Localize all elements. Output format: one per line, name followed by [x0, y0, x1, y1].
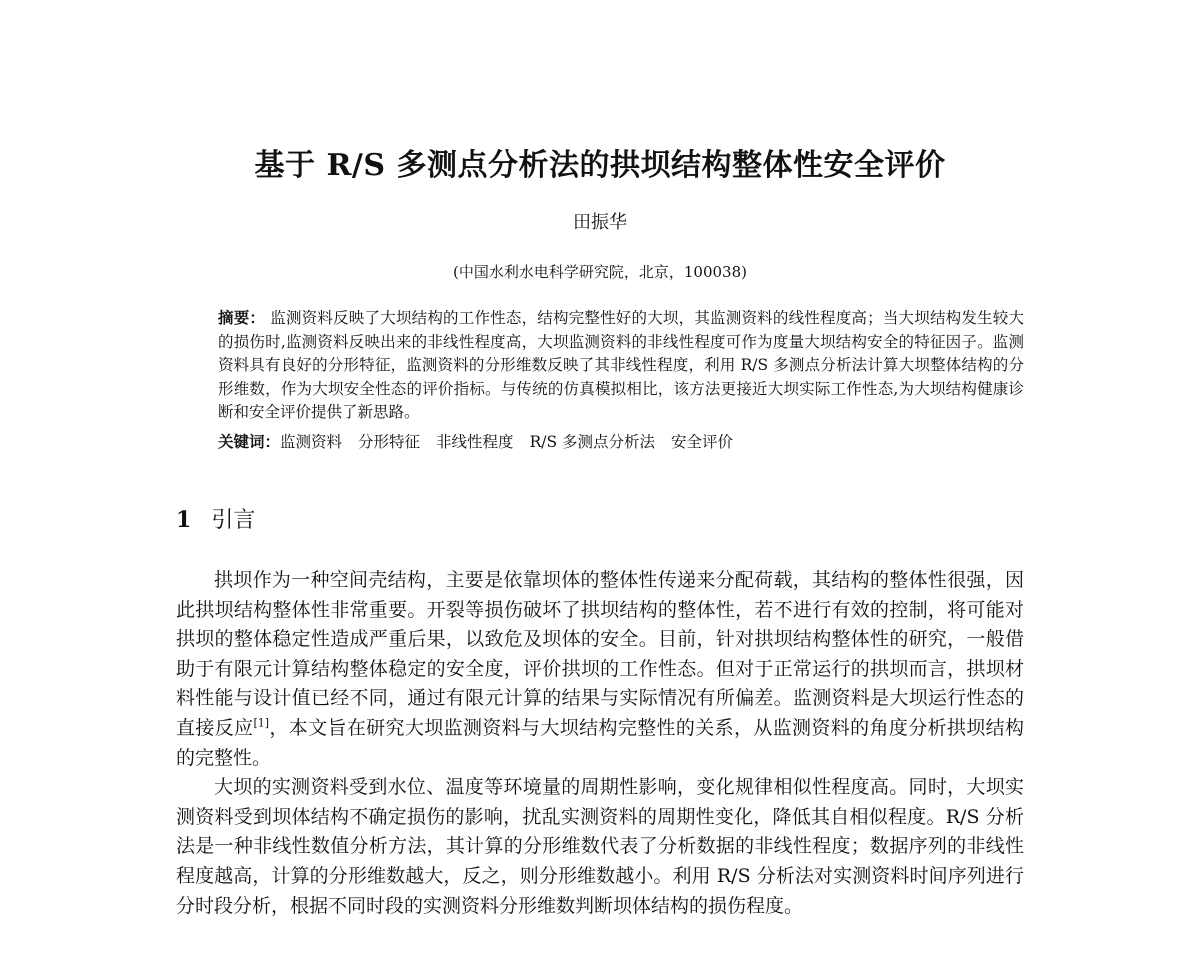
keywords-label: 关键词：	[218, 432, 281, 451]
keywords	[218, 430, 1024, 454]
author-name: 田振华	[573, 212, 627, 233]
section-number: 1	[176, 507, 192, 533]
section-heading	[176, 504, 255, 537]
paragraph-text: ，本文旨在研究大坝监测资料与大坝结构完整性的关系，从监测资料的角度分析拱坝结构的完整性。	[176, 716, 1024, 769]
paragraph: 大坝的实测资料受到水位、温度等环境量的周期性影响，变化规律相似性程度高。同时，大坝实测资料受到坝体结构不确定损伤的影响，扰乱实测资料的周期性变化，降低其自相似程度。R/S 分析法是一种非线性数值分析方法，其计算的分形维数代表了分析数据的非线性程度；数据序列的非线性程度越高，计算的分形维数越大，反之，则分形维数越小。利用 R/S 分析法对实测资料时间序列进行分时段分析，根据不同时段的实测资料分形维数判断坝体结构的损伤程度。	[176, 776, 1024, 917]
paper-title: 基于 R/S 多测点分析法的拱坝结构整体性安全评价	[254, 148, 946, 183]
keyword: 分形特征	[358, 433, 421, 451]
citation-ref[interactable]: [1]	[253, 716, 270, 730]
keyword: 非线性程度	[436, 433, 514, 451]
paragraph-text: 拱坝作为一种空间壳结构，主要是依靠坝体的整体性传递来分配荷载，其结构的整体性很强，因此拱坝结构整体性非常重要。开裂等损伤破坏了拱坝结构的整体性，若不进行有效的控制，将可能对拱坝的整体稳定性造成严重后果，以致危及坝体的安全。目前，针对拱坝结构整体性的研究，一般借助于有限元计算结构整体稳定的安全度，评价拱坝的工作性态。但对于正常运行的拱坝而言，拱坝材料性能与设计值已经不同，通过有限元计算的结果与实际情况有所偏差。监测资料是大坝运行性态的直接反应	[176, 569, 1024, 739]
keyword: 监测资料	[280, 433, 343, 451]
abstract-text: 监测资料反映了大坝结构的工作性态，结构完整性好的大坝，其监测资料的线性程度高；当大坝结构发生较大的损伤时,监测资料反映出来的非线性程度高，大坝监测资料的非线性程度可作为度量大坝结构安全的特征因子。监测资料具有良好的分形特征，监测资料的分形维数反映了其非线性程度，利用 R/S 多测点分析法计算大坝整体结构的分形维数，作为大坝安全性态的评价指标。与传统的仿真模拟相比，该方法更接近大坝实际工作性态,为大坝结构健康诊断和安全评价提供了新思路。	[218, 309, 1024, 421]
abstract-label: 摘要：	[218, 308, 266, 327]
paragraph	[176, 566, 1024, 773]
abstract	[218, 306, 1024, 425]
section-title: 引言	[211, 508, 256, 533]
keyword: 安全评价	[671, 433, 734, 451]
keyword: R/S 多测点分析法	[529, 433, 656, 451]
section-body	[176, 566, 1024, 921]
author-affiliation: (中国水利水电科学研究院，北京，100038)	[453, 263, 747, 281]
